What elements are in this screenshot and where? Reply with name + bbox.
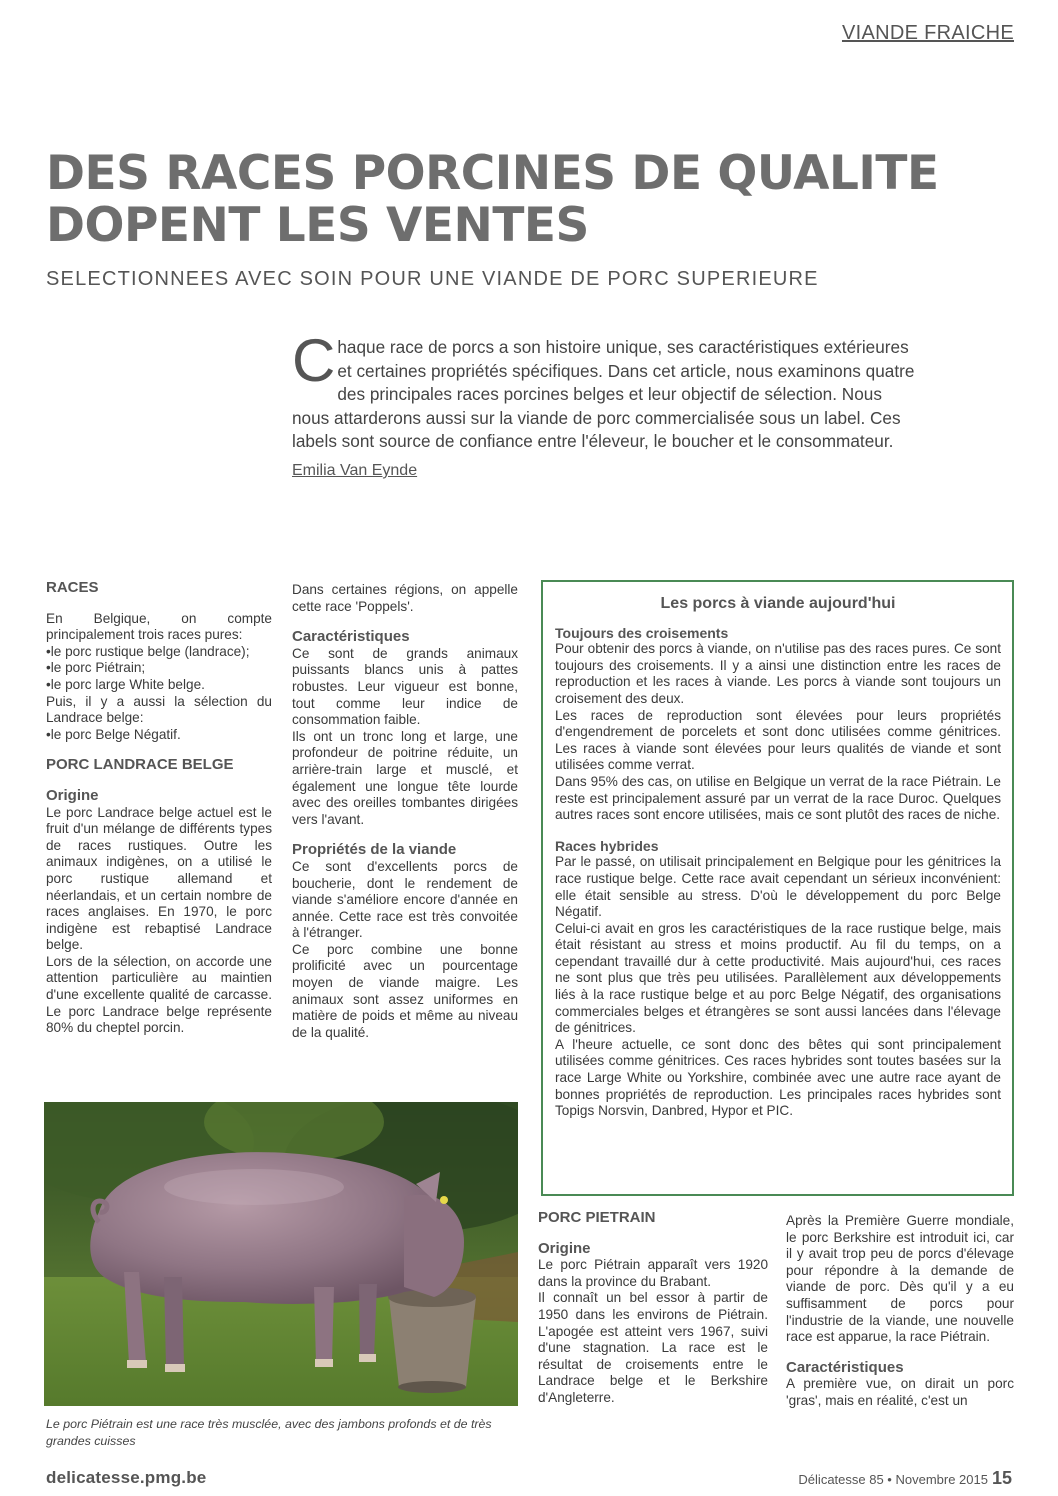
pietrain-history-p: Après la Première Guerre mondiale, le porc Berkshire est introduit ici, car il y avait trop peu de porcs d'élevage pour répondre à la demande de viande de porc. Dès qu'il y a eu suffisamment de porcs pour l'industrie de la viande, une nouvelle race est apparue, la race Piétrain. [786,1213,1014,1345]
intro-text: haque race de porcs a son histoire unique, ses caractéristiques extérieures et certaines propriétés spécifiques. Dans cet article, nous examinons quatre des principales races porcines belges et leur objectif de sélection. Nous nous attarderons aussi sur la viande de porc commercialisée sous un label. Ces labels sont source de confiance entre l'éleveur, le boucher et le consommateur. [292,337,915,451]
pietrain-origine-p1: Le porc Piétrain apparaît vers 1920 dans la province du Brabant. [538,1257,768,1289]
intro-paragraph [292,327,922,454]
pig-photo [44,1102,518,1406]
landrace-origine-p2: Lors de la sélection, on accorde une attention particulière au maintien d'une excellente qualité de carcasse. Le porc Landrace belge représente 80% du cheptel porcin. [46,953,272,1036]
intro-dropcap: C [292,327,336,394]
pietrain-origine-heading: Origine [538,1239,591,1257]
sidebar-p5: Celui-ci avait en gros les caractéristiques de la race rustique belge, mais était résistant au stress et moins productif. Au fil du temps, on a cependant travaillé dur à cette productivité. Mais aujourd'hui, ces races ne sont plus que très peu utilisées. Parallèlement aux développements liés à la race rustique belge et au porc Belge Négatif, des organisations commerciales belges et étrangères se sont aussi lancées dans l'élevage de génitrices. [555,920,1001,1036]
column-3 [538,1210,768,1407]
column-2 [292,582,518,1041]
landrace-heading: PORC LANDRACE BELGE [46,756,234,774]
sidebar-p1: Pour obtenir des porcs à viande, on n'utilise pas des races pures. Ce sont toujours des croisements. Il y a ainsi une distinction entre les races de reproduction et les races à viande. Les porcs à viande sont toujours un croisement des deux. [555,641,1001,706]
landrace-carac-heading: Caractéristiques [292,628,410,646]
column-4 [786,1213,1014,1410]
sidebar-sub-hybrides: Races hybrides [555,837,659,854]
races-after: Puis, il y a aussi la sélection du Landrace belge: [46,693,272,726]
sidebar-title: Les porcs à viande aujourd'hui [660,595,896,612]
landrace-origine-p1: Le porc Landrace belge actuel est le fruit d'un mélange de différents types de races rustiques. Outre les animaux indigènes, on a utilisé le porc rustique allemand et néerlandais, et un certain nombre de races anglaises. En 1970, le porc indigène est rebaptisé Landrace belge. [46,804,272,953]
pietrain-origine-p2: Il connaît un bel essor à partir de 1950 dans les environs de Piétrain. L'apogée est atteint vers 1967, suivi d'une stagnation. La race est le résultat de croisements entre le Landrace belge et le Berkshire d'Angleterre. [538,1290,768,1405]
column-1 [46,580,272,1037]
races-item-3: •le porc large White belge. [46,676,205,692]
page-number: 15 [991,1468,1012,1488]
footer-issue-text: Délicatesse 85 • Novembre 2015 [798,1472,988,1487]
sidebar-p4: Par le passé, on utilisait principalement en Belgique pour les génitrices la race rustique belge. Cette race avait cependant un sérieux inconvénient: elle était sensible au stress. D'où le développement du porc Belge Négatif. [555,854,1001,920]
pietrain-carac-heading: Caractéristiques [786,1358,904,1376]
landrace-prop-p1: Ce sont d'excellents porcs de boucherie, dont le rendement de viande s'améliore encore d'année en année. Cette race est très convoitée à l'étranger. [292,858,518,941]
pietrain-carac-p: A première vue, on dirait un porc 'gras', mais en réalité, c'est un [786,1376,1014,1408]
landrace-prop-heading: Propriétés de la viande [292,841,457,859]
sidebar-p2: Les races de reproduction sont élevées pour leurs propriétés d'engendrement de porcelets et sont donc utilisées comme génitrices. Les races à viande sont élevées pour leurs qualités de viande et sont utilisées comme verrat. [555,707,1001,773]
landrace-prop-p2: Ce porc combine une bonne prolificité avec un pourcentage moyen de viande maigre. Les animaux sont assez uniformes en matière de poids et même au niveau de la qualité. [292,941,518,1040]
races-intro: En Belgique, on compte principalement trois races pures: [46,610,272,643]
races-item-4: •le porc Belge Négatif. [46,726,181,742]
sidebar-sub-croisements: Toujours des croisements [555,624,729,641]
author-byline: Emilia Van Eynde [292,462,418,479]
pig-illustration [44,1102,518,1406]
landrace-carac-p1: Ce sont de grands animaux puissants blancs unis à pattes robustes. Leur vigueur est bonne, tout comme leur indice de consommation faible. [292,645,518,728]
footer-site: delicatesse.pmg.be [46,1468,207,1487]
sidebar-p6: A l'heure actuelle, ce sont donc des bêtes qui sont principalement utilisées comme génitrices. Ces races hybrides sont toutes basées sur la race Large White ou Yorkshire, combinée avec une autre race ayant de bonnes propriétés de reproduction. Les principales races hybrides sont Topigs Norsvin, Danbred, Hypor et PIC. [555,1036,1001,1119]
races-heading: RACES [46,579,99,596]
photo-caption: Le porc Piétrain est une race très musclée, avec des jambons profonds et de très grandes cuisses [46,1417,492,1448]
races-item-2: •le porc Piétrain; [46,660,146,676]
sidebar-p3: Dans 95% des cas, on utilise en Belgique un verrat de la race Piétrain. Le reste est principalement assuré par un verrat de la race Duroc. Quelques autres races sont encore utilisées, mais ce sont plutôt des races de niche. [555,773,1001,823]
poppels-text: Dans certaines régions, on appelle cette race 'Poppels'. [292,582,518,614]
landrace-carac-p2: Ils ont un tronc long et large, une profondeur de poitrine réduite, un arrière-train large et musclé, et également une longue tête lourde avec des oreilles tombantes dirigées vers l'avant. [292,728,518,827]
races-item-1: •le porc rustique belge (landrace); [46,643,250,659]
title-line-2: DOPENT LES VENTES [46,198,589,253]
section-tag: VIANDE FRAICHE [841,22,1014,44]
pietrain-heading: PORC PIETRAIN [538,1209,656,1226]
sidebar-box [541,580,1014,1196]
footer-issue [798,1468,1012,1489]
landrace-origine-heading: Origine [46,786,99,804]
article-subtitle: SELECTIONNEES AVEC SOIN POUR UNE VIANDE DE PORC SUPERIEURE [46,268,819,290]
article-title [46,148,946,252]
title-line-1: DES RACES PORCINES DE QUALITE [46,146,939,201]
